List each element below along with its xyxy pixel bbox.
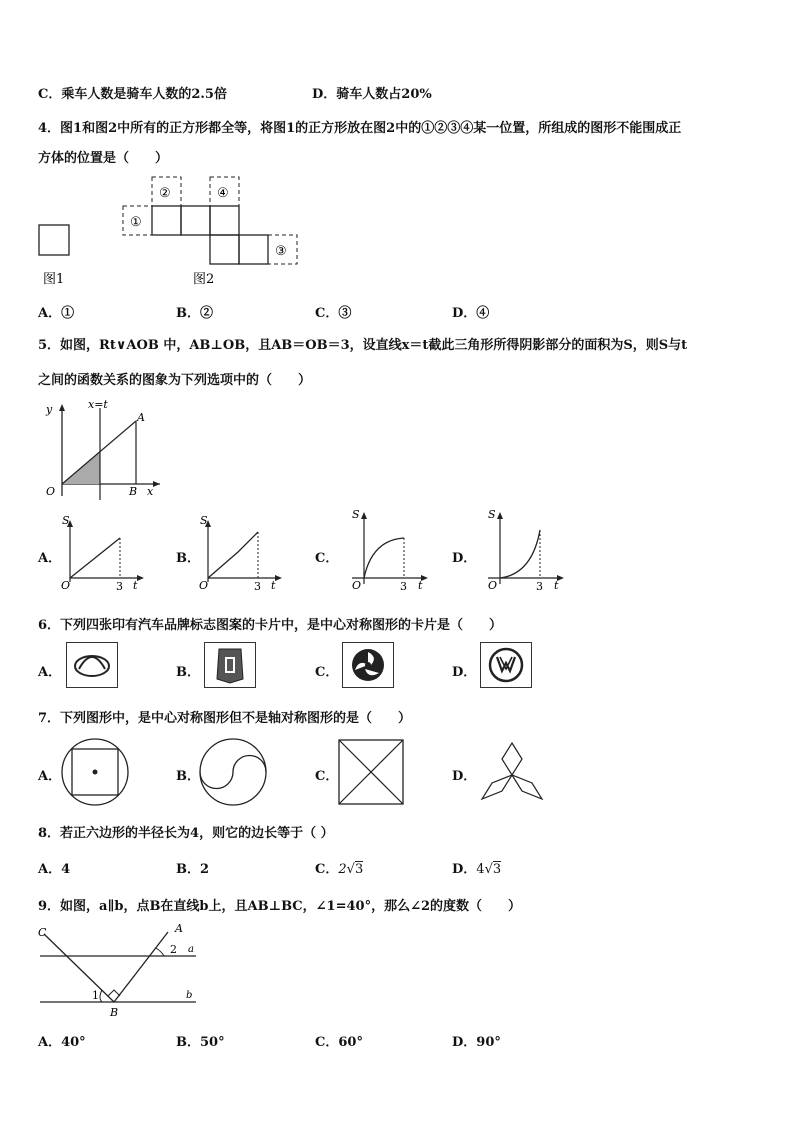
svg-text:3: 3 [536, 580, 543, 593]
q3-option-d[interactable]: D．骑车人数占20% [312, 87, 432, 102]
svg-text:S: S [62, 514, 70, 527]
q5-triangle-figure [36, 396, 166, 504]
q5-graph-a[interactable] [58, 510, 148, 594]
q5-fig-x-label: x [147, 485, 154, 498]
q5-option-b[interactable]: B． [176, 551, 200, 566]
q5-fig-b-label: B [129, 485, 138, 498]
q9-stem: 9．如图，a∥b，点B在直线b上，且AB⊥BC，∠1=40°，那么∠2的度数（ ） [38, 899, 522, 914]
q5-fig-y-label: y [46, 403, 53, 416]
q5-stem-line1: 5．如图，Rt∨AOB 中，AB⊥OB，且AB＝OB＝3，设直线x＝t截此三角形所得阴影部分的面积为S，则S与t [38, 338, 688, 353]
q5-graph-b[interactable] [196, 510, 286, 594]
q9-label-a-point: A [175, 922, 183, 935]
q8-stem: 8．若正六边形的半径长为4，则它的边长等于（ ） [38, 826, 334, 841]
svg-text:t: t [133, 579, 138, 592]
svg-text:O: O [61, 579, 71, 592]
svg-text:S: S [200, 514, 208, 527]
svg-text:O: O [488, 579, 498, 592]
q5-graph-d[interactable] [476, 504, 568, 594]
q4-stem-line1: 4．图1和图2中所有的正方形都全等，将图1的正方形放在图2中的①②③④某一位置，所组成的图形不能围成正 [38, 121, 682, 136]
q7-figure-c[interactable] [336, 737, 406, 807]
q4-slot-1: ① [130, 215, 142, 230]
q9-label-angle2: 2 [170, 943, 177, 956]
q4-fig1-label: 图1 [43, 272, 65, 287]
q6-card-c-logo[interactable] [342, 642, 394, 688]
q4-stem-line2: 方体的位置是（ ） [38, 151, 169, 166]
q7-option-d[interactable]: D． [452, 769, 477, 784]
q5-graph-c[interactable] [340, 504, 432, 594]
q5-stem-line2: 之间的函数关系的图象为下列选项中的（ ） [38, 373, 312, 388]
svg-text:t: t [271, 579, 276, 592]
q7-figure-b[interactable] [196, 737, 272, 807]
q4-fig2-label: 图2 [193, 272, 215, 287]
q4-slot-2: ② [159, 186, 171, 201]
svg-text:3: 3 [116, 580, 123, 593]
svg-text:O: O [352, 579, 362, 592]
q7-figure-d[interactable] [474, 737, 550, 807]
q5-fig-line-label: x=t [88, 398, 108, 411]
q9-label-c: C [38, 926, 47, 939]
q7-stem: 7．下列图形中，是中心对称图形但不是轴对称图形的是（ ） [38, 711, 412, 726]
q8-option-a[interactable]: A．4 [38, 862, 71, 877]
q8-option-c[interactable]: C．2√3 [315, 862, 364, 877]
q6-card-a-logo[interactable] [66, 642, 118, 688]
q8-option-d[interactable]: D．4√3 [452, 862, 502, 877]
q7-figure-a[interactable] [58, 737, 134, 807]
q7-option-a[interactable]: A． [38, 769, 62, 784]
q4-slot-3: ③ [275, 244, 287, 259]
q5-fig-o-label: O [46, 485, 56, 498]
svg-text:S: S [352, 508, 360, 521]
q4-option-d[interactable]: D．④ [452, 306, 490, 321]
svg-text:t: t [418, 579, 423, 592]
q6-card-b-logo[interactable] [204, 642, 256, 688]
q9-figure [36, 920, 206, 1020]
q9-option-b[interactable]: B．50° [176, 1035, 225, 1050]
q9-label-angle1: 1 [92, 989, 99, 1002]
svg-text:S: S [488, 508, 496, 521]
q7-option-c[interactable]: C． [315, 769, 339, 784]
q4-option-b[interactable]: B．② [176, 306, 213, 321]
q9-option-c[interactable]: C．60° [315, 1035, 363, 1050]
q4-option-a[interactable]: A．① [38, 306, 75, 321]
q4-figure [30, 172, 310, 292]
q6-stem: 6．下列四张印有汽车品牌标志图案的卡片中，是中心对称图形的卡片是（ ） [38, 618, 503, 633]
q8-option-b[interactable]: B．2 [176, 862, 210, 877]
q3-option-c[interactable]: C．乘车人数是骑车人数的2.5倍 [38, 87, 227, 102]
q4-slot-4: ④ [217, 186, 229, 201]
q5-option-d[interactable]: D． [452, 551, 477, 566]
q7-option-b[interactable]: B． [176, 769, 200, 784]
q9-label-line-a: a [188, 944, 194, 955]
q5-fig-a-label: A [137, 411, 145, 424]
q6-option-d[interactable]: D． [452, 665, 477, 680]
svg-text:O: O [199, 579, 209, 592]
q9-option-d[interactable]: D．90° [452, 1035, 501, 1050]
q9-option-a[interactable]: A．40° [38, 1035, 86, 1050]
q6-card-d-logo[interactable] [480, 642, 532, 688]
svg-text:t: t [554, 579, 559, 592]
q4-option-c[interactable]: C．③ [315, 306, 352, 321]
q6-option-a[interactable]: A． [38, 665, 62, 680]
q6-option-b[interactable]: B． [176, 665, 200, 680]
q9-label-line-b: b [186, 990, 193, 1001]
svg-text:3: 3 [400, 580, 407, 593]
q5-option-c[interactable]: C． [315, 551, 339, 566]
q9-label-b: B [110, 1006, 119, 1019]
q5-option-a[interactable]: A． [38, 551, 62, 566]
q6-option-c[interactable]: C． [315, 665, 339, 680]
svg-text:3: 3 [254, 580, 261, 593]
